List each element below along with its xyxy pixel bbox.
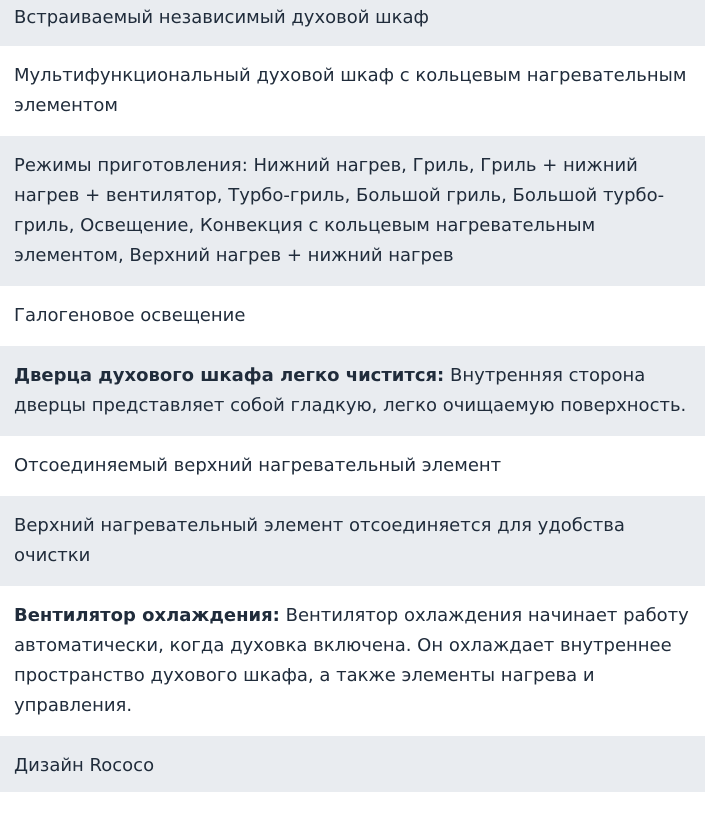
feature-text: Вентилятор охлаждения начинает работу автоматически, когда духовка включена. Он охлаждает внутреннее пространство духового шкафа, а также элементы нагрева и управления.	[14, 605, 689, 716]
feature-text: Внутренняя сторона дверцы представляет собой гладкую, легко очищаемую поверхность.	[14, 365, 687, 416]
feature-text: Встраиваемый независимый духовой шкаф	[14, 7, 429, 28]
feature-row-easy-clean-door	[0, 346, 705, 436]
feature-text: Верхний нагревательный элемент отсоединяется для удобства очистки	[14, 515, 625, 566]
feature-text: Отсоединяемый верхний нагревательный элемент	[14, 455, 502, 476]
feature-text: Режимы приготовления: Нижний нагрев, Гриль, Гриль + нижний нагрев + вентилятор, Турбо-гриль, Большой гриль, Большой турбо-гриль, Освещение, Конвекция с кольцевым нагревательным элементом, Верхний нагрев + нижний нагрев	[14, 155, 665, 266]
feature-text: Мультифункциональный духовой шкаф с кольцевым нагревательным элементом	[14, 65, 687, 116]
feature-row-removable-heater	[0, 436, 705, 496]
feature-row-cooling-fan	[0, 586, 705, 736]
feature-text: Дизайн Rococo	[14, 755, 155, 776]
feature-text: Галогеновое освещение	[14, 305, 246, 326]
feature-row-design	[0, 736, 705, 792]
feature-row-heater-cleaning	[0, 496, 705, 586]
feature-row-cooking-modes	[0, 136, 705, 286]
feature-row-halogen-light	[0, 286, 705, 346]
feature-row-built-in	[0, 0, 705, 46]
feature-row-multifunction	[0, 46, 705, 136]
feature-title: Вентилятор охлаждения:	[14, 605, 280, 626]
feature-title: Дверца духового шкафа легко чистится:	[14, 365, 445, 386]
